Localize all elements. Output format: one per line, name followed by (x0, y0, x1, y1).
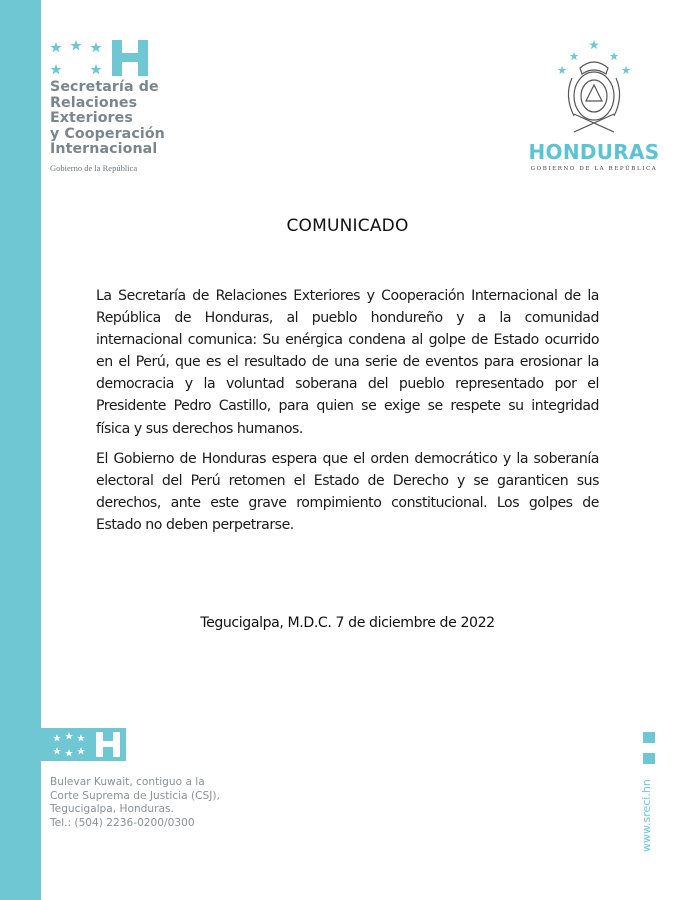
honduras-wordmark: HONDURAS (528, 140, 660, 164)
ministry-name: Secretaría de Relaciones Exteriores y Cooperación Internacional (50, 79, 165, 158)
footer-square-decor (643, 732, 655, 743)
footer-square-decor (643, 753, 655, 764)
address-line: Tegucigalpa, Honduras. (50, 803, 174, 816)
footer-stars-h-icon (41, 728, 126, 761)
address-line: Bulevar Kuwait, contiguo a la (50, 776, 205, 788)
paragraph-2: El Gobierno de Honduras espera que el orden democrático y la soberanía electoral del Perú retomen el Estado de Derecho y se garanticen sus derechos, ante este grave rompimiento constitucional. Los golpes de Estado no deben perpetrarse. (96, 450, 599, 533)
footer-logo (41, 728, 126, 761)
honduras-logo (520, 38, 668, 178)
h-letter-icon (112, 40, 148, 76)
address-line: Corte Suprema de Justicia (CSJ), (50, 789, 220, 802)
paragraph-1: La Secretaría de Relaciones Exteriores y Cooperación Internacional de la República de Honduras, al pueblo hondureño y a la comunidad internacional comunica: Su enérgica condena al golpe de Estado ocurrido en el Perú, que es el resultado de una serie de eventos para erosionar la democracia y la voluntad soberana del pueblo representado por el Presidente Pedro Castillo, para quien se exige se respete su integridad física y sus derechos humanos. (96, 288, 599, 437)
stars-icon (50, 40, 110, 80)
website-link[interactable]: www.sreci.hn (640, 779, 653, 852)
document-body (96, 285, 599, 536)
footer-address (50, 776, 270, 831)
document-title: COMUNICADO (286, 216, 409, 236)
left-accent-bar (0, 0, 41, 900)
honduras-subtitle: GOBIERNO DE LA REPÚBLICA (530, 166, 658, 172)
coat-of-arms-icon (550, 38, 638, 138)
address-phone: Tel.: (504) 2236-0200/0300 (50, 817, 195, 830)
place-date: Tegucigalpa, M.D.C. 7 de diciembre de 2022 (200, 615, 495, 631)
ministry-subtitle: Gobierno de la República (50, 163, 138, 173)
